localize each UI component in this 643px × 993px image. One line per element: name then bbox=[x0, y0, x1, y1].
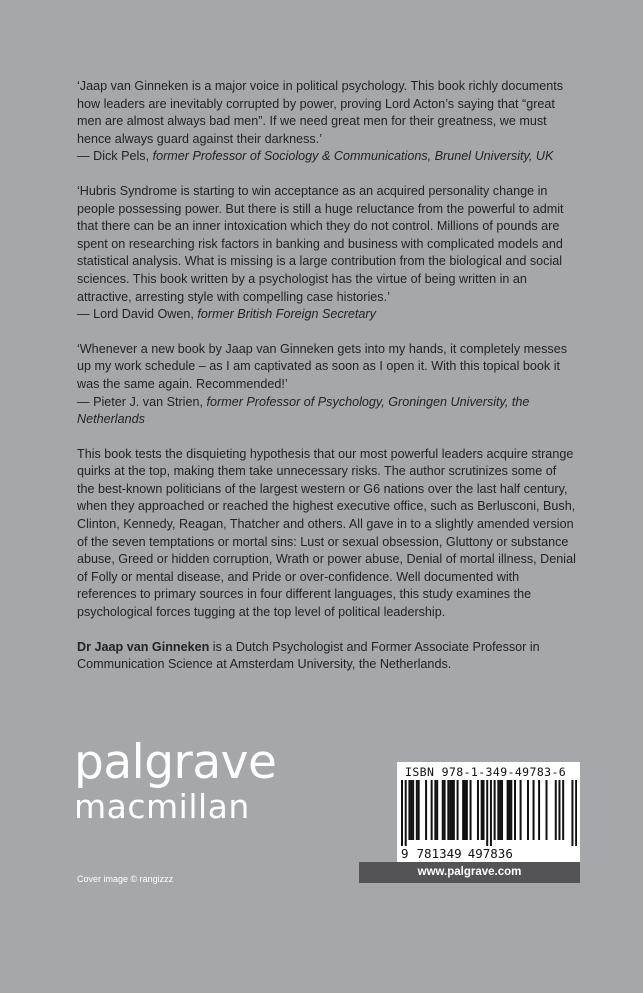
quote-text: ‘Jaap van Ginneken is a major voice in political psychology. This book richly documents how leaders are inevitably corrupted by power, proving Lord Acton’s saying that “great men are almost always bad men”. If we need great men for their greatness, we must hence always guard against their darkness.’ bbox=[77, 79, 564, 146]
publisher-logo bbox=[74, 735, 277, 826]
barcode-bar bbox=[538, 780, 540, 840]
barcode-bar bbox=[418, 780, 420, 840]
barcode-bar bbox=[507, 780, 509, 840]
quote-author: — Pieter J. van Strien, bbox=[77, 394, 207, 409]
quote-author: — Lord David Owen, bbox=[77, 307, 198, 322]
barcode-digit-group-2: 497836 bbox=[467, 846, 513, 861]
barcode-bar bbox=[408, 780, 410, 840]
barcode-bar bbox=[444, 780, 446, 840]
barcode-bar bbox=[510, 780, 512, 840]
barcode-bar bbox=[571, 780, 573, 846]
barcode-bar bbox=[462, 780, 464, 840]
quote-3 bbox=[77, 341, 577, 429]
barcode-bar bbox=[410, 780, 412, 840]
barcode-bar bbox=[499, 780, 501, 840]
barcode-bar bbox=[501, 780, 503, 840]
logo-line-palgrave: palgrave bbox=[74, 735, 277, 790]
barcode-bar bbox=[514, 780, 516, 840]
barcode-bar bbox=[436, 780, 438, 840]
barcode-bar bbox=[425, 780, 427, 840]
logo-line-macmillan: macmillan bbox=[74, 787, 250, 826]
quote-author-title: former Professor of Sociology & Communications, Brunel University, UK bbox=[152, 149, 554, 164]
author-bio bbox=[77, 639, 577, 674]
barcode-bar bbox=[508, 780, 510, 840]
cover-image-credit: Cover image © rangizzz bbox=[77, 874, 174, 884]
barcode-bar bbox=[470, 780, 472, 840]
barcode-bar bbox=[555, 780, 557, 840]
barcode-bar bbox=[481, 780, 483, 840]
barcode-first-digit: 9 bbox=[401, 846, 409, 861]
quote-author-title: former Professor of Psychology, Groningen University, the Netherlands bbox=[77, 394, 530, 427]
isbn-barcode bbox=[397, 762, 580, 862]
barcode-bar bbox=[434, 780, 436, 840]
barcode-bar bbox=[558, 780, 560, 840]
barcode-bar bbox=[477, 780, 479, 840]
barcode-bar bbox=[494, 780, 496, 840]
isbn-label: ISBN 978-1-349-49783-6 bbox=[405, 765, 567, 779]
barcode-bar bbox=[449, 780, 451, 840]
publisher-url: www.palgrave.com bbox=[359, 862, 580, 883]
barcode-bar bbox=[405, 780, 407, 846]
quote-author: — Dick Pels, bbox=[77, 149, 153, 164]
quote-text: ‘Hubris Syndrome is starting to win acceptance as an acquired personality change in people possessing power. But there is still a huge reluctance from the powerful to admit that there can be an inner intoxication which they do not control. Millions of pounds are spent on researching risk factors in banking and business with complicated models and statistical analysis. What is missing is a large contribution from the biological and social sciences. This book written by a psychologist has the virtue of being written in an attractive, arresting style with compelling case histories.’ bbox=[77, 183, 564, 304]
barcode-bar bbox=[464, 780, 466, 840]
barcode-bar bbox=[533, 780, 535, 840]
barcode-bar bbox=[442, 780, 444, 840]
quote-author-title: former British Foreign Secretary bbox=[197, 307, 376, 322]
barcode-bar bbox=[527, 780, 529, 840]
barcode-bar bbox=[447, 780, 449, 840]
quote-attribution bbox=[77, 394, 577, 429]
barcode-bar bbox=[401, 780, 403, 846]
barcode-bar bbox=[466, 780, 468, 840]
barcode-bar bbox=[453, 780, 455, 840]
quote-1 bbox=[77, 78, 577, 166]
barcode-bar bbox=[490, 780, 492, 846]
book-description: This book tests the disquieting hypothesis that our most powerful leaders acquire strange quirks at the top, making them take unnecessary risks. The author scrutinizes some of the best-known politicians of the largest western or G6 nations over the last half century, when they approached or reached the highest executive office, such as Berlusconi, Bush, Clinton, Kennedy, Reagan, Thatcher and others. All gave in to a slightly amended version of the seven temptations or mortal sins: Lust or sexual obsession, Gluttony or substance abuse, Greed or hidden corruption, Wrath or power abuse, Denial of mortal illness, Denial of Folly or mental disease, and Pride or over-confidence. Well documented with references to primary sources in four different languages, this study examines the psychological forces tugging at the top level of political leadership. bbox=[77, 446, 576, 620]
barcode-bar bbox=[520, 780, 522, 840]
barcode-bar bbox=[486, 780, 488, 846]
barcode-bar bbox=[416, 780, 418, 840]
barcode-bar bbox=[451, 780, 453, 840]
barcode-bar bbox=[431, 780, 433, 840]
barcode-bar bbox=[562, 780, 564, 840]
barcode-digits bbox=[401, 846, 513, 861]
barcode-bars bbox=[401, 780, 577, 846]
quote-attribution bbox=[77, 148, 577, 166]
barcode-bar bbox=[546, 780, 548, 840]
author-name: Dr Jaap van Ginneken bbox=[77, 639, 210, 654]
barcode-bar bbox=[412, 780, 414, 840]
barcode-bar bbox=[575, 780, 577, 846]
barcode-bar bbox=[497, 780, 499, 840]
back-cover-text bbox=[77, 78, 577, 674]
barcode-digit-group-1: 781349 bbox=[416, 846, 462, 861]
quote-attribution bbox=[77, 306, 577, 324]
quote-2 bbox=[77, 183, 577, 324]
author-bio-text: is a Dutch Psychologist and Former Associate Professor in Communication Science at Amsterdam University, the Netherlands. bbox=[77, 639, 540, 672]
barcode-bar bbox=[457, 780, 459, 840]
barcode-bar bbox=[483, 780, 485, 840]
quote-text: ‘Whenever a new book by Jaap van Ginneken gets into my hands, it completely messes up my work schedule – as I am captivated as soon as I open it. With this topical book it was the same again. Recommended!’ bbox=[77, 341, 568, 391]
